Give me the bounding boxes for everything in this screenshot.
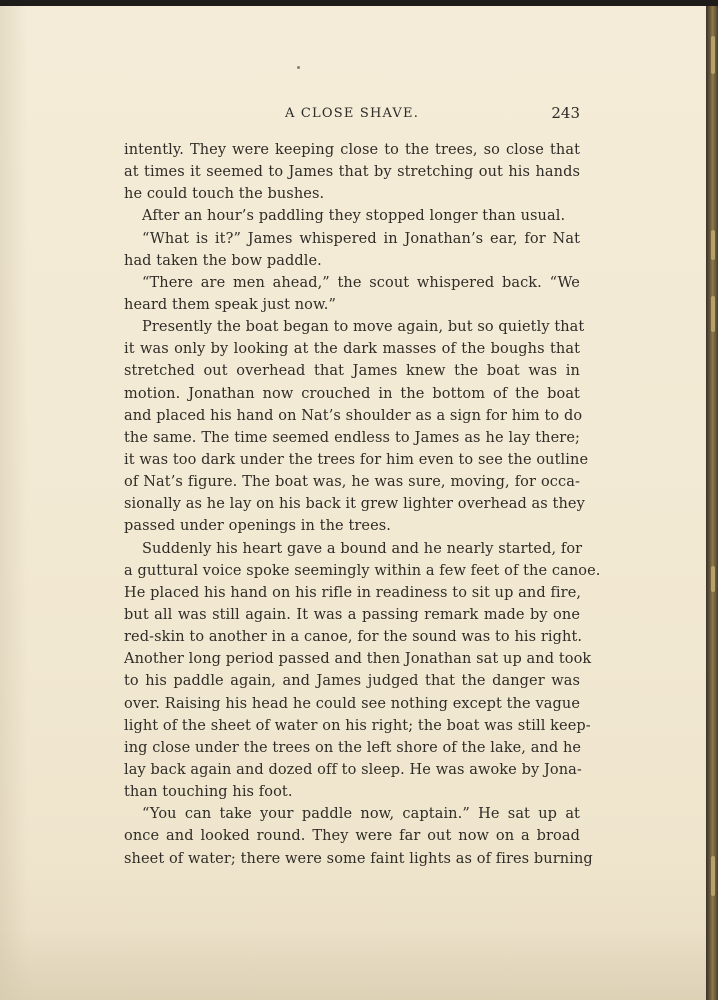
body-text — [124, 139, 601, 870]
text-line: “There are men ahead,” the scout whispered back. “We — [142, 274, 580, 291]
text-line: once and looked round. They were far out now on a broad — [124, 828, 580, 845]
binding-mark — [711, 566, 715, 592]
text-line: Another long period passed and then Jonathan sat up and took — [124, 651, 592, 668]
binding-mark — [711, 230, 715, 260]
text-line: over. Raising his head he could see nothing except the vague — [124, 695, 580, 712]
text-line: a guttural voice spoke seemingly within a few feet of the canoe. — [124, 562, 601, 579]
page-number: 243 — [551, 104, 580, 122]
text-line: of Nat’s figure. The boat was, he was sure, moving, for occa- — [124, 474, 580, 491]
text-line: Presently the boat began to move again, but so quietly that — [142, 319, 585, 336]
text-line: He placed his hand on his rifle in readiness to sit up and fire, — [124, 584, 582, 601]
text-line: sionally as he lay on his back it grew lighter overhead as they — [124, 496, 585, 513]
text-line: stretched out overhead that James knew the boat was in — [124, 363, 580, 380]
text-line: at times it seemed to James that by stretching out his hands — [124, 164, 580, 181]
text-line: After an hour’s paddling they stopped longer than usual. — [142, 208, 566, 225]
text-line: heard them speak just now.” — [124, 296, 337, 313]
text-line: light of the sheet of water on his right; the boat was still keep- — [124, 717, 591, 734]
text-line: and placed his hand on Nat’s shoulder as a sign for him to do — [124, 407, 583, 424]
text-line: intently. They were keeping close to the trees, so close that — [124, 142, 580, 158]
text-line: Suddenly his heart gave a bound and he nearly started, for — [142, 540, 583, 557]
text-line: to his paddle again, and James judged that the danger was — [124, 673, 580, 690]
text-line: ing close under the trees on the left shore of the lake, and he — [124, 739, 582, 756]
text-line: sheet of water; there were some faint lights as of fires burning — [124, 850, 593, 867]
print-speck — [297, 66, 300, 69]
text-line: red-skin to another in a canoe, for the sound was to his right. — [124, 629, 583, 646]
text-line: but all was still again. It was a passing remark made by one — [124, 606, 580, 623]
text-line: “What is it?” James whispered in Jonathan’s ear, for Nat — [142, 230, 580, 247]
text-line: lay back again and dozed off to sleep. He was awoke by Jona- — [124, 761, 582, 778]
page-header — [124, 104, 580, 126]
text-line: it was too dark under the trees for him even to see the outline — [124, 451, 589, 468]
binding-mark — [711, 856, 715, 896]
text-line: had taken the bow paddle. — [124, 252, 322, 269]
text-line: it was only by looking at the dark masses of the boughs that — [124, 341, 580, 358]
page-bottom-shadow — [0, 930, 706, 1000]
running-head: A CLOSE SHAVE. — [284, 106, 420, 121]
binding-mark — [711, 296, 715, 332]
text-line: motion. Jonathan now crouched in the bottom of the boat — [124, 385, 580, 402]
gutter-shadow — [0, 6, 28, 1000]
text-line: than touching his foot. — [124, 784, 293, 801]
text-line: he could touch the bushes. — [124, 186, 325, 203]
text-line: passed under openings in the trees. — [124, 518, 392, 535]
text-line: “You can take your paddle now, captain.” He sat up at — [142, 806, 580, 823]
binding-mark — [711, 36, 715, 74]
text-line: the same. The time seemed endless to James as he lay there; — [124, 429, 580, 446]
book-binding-edge — [706, 6, 718, 1000]
